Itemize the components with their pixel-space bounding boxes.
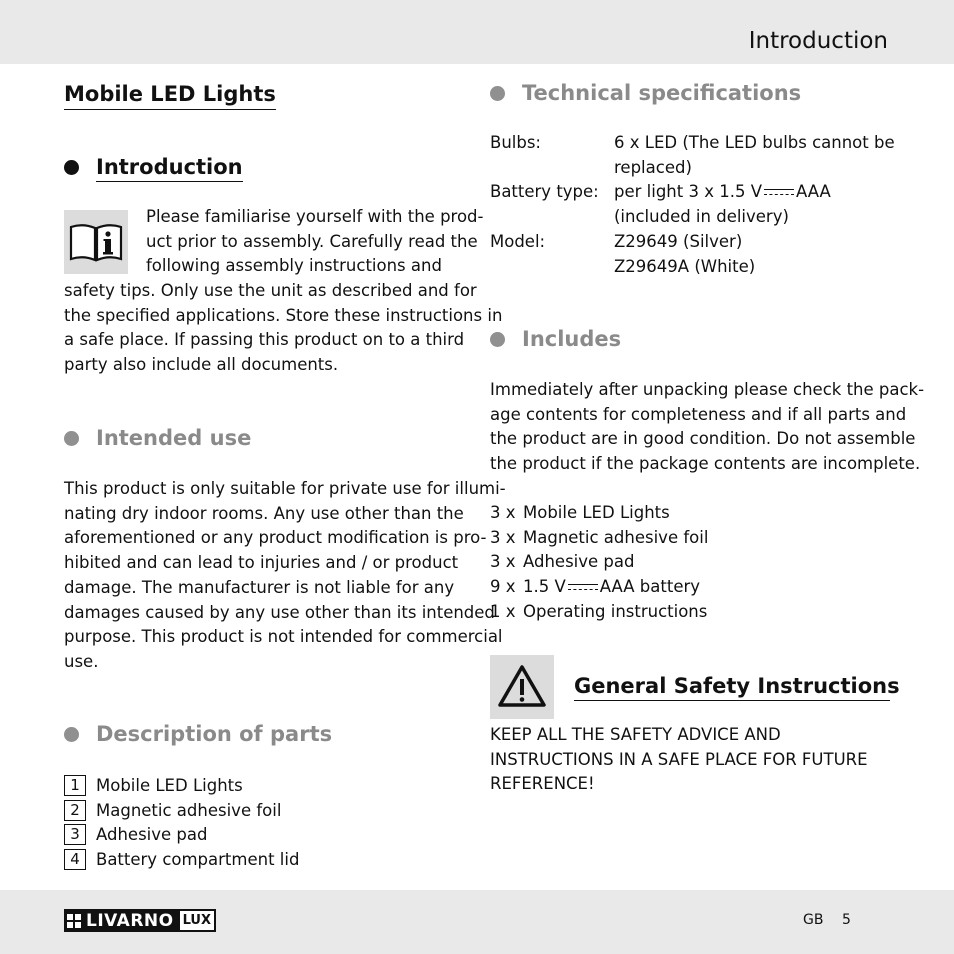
section-introduction [64, 153, 243, 182]
item-label: Magnetic adhesive foil [523, 527, 709, 547]
bullet-icon [490, 86, 505, 101]
text-line: KEEP ALL THE SAFETY ADVICE AND [490, 725, 781, 744]
brand-suffix: LUX [178, 909, 216, 932]
brand-logo [64, 909, 216, 932]
introduction-text [64, 279, 502, 378]
bullet-icon [490, 332, 505, 347]
text-line: INSTRUCTIONS IN A SAFE PLACE FOR FUTURE [490, 749, 868, 769]
logo-mark-icon [67, 914, 81, 928]
page-header [0, 0, 954, 64]
item-label: Adhesive pad [523, 552, 635, 572]
includes-text [490, 378, 924, 477]
spec-row-model [490, 230, 895, 255]
includes-heading: Includes [522, 327, 622, 351]
part-label: Adhesive pad [96, 825, 208, 845]
item-label: Mobile LED Lights [523, 503, 670, 522]
section-technical-specifications [490, 79, 801, 107]
dc-symbol-icon [568, 583, 598, 593]
spec-value: 6 x LED (The LED bulbs cannot be [614, 133, 895, 152]
bullet-icon [64, 160, 79, 175]
spec-row-bulbs [490, 131, 895, 156]
item-qty: 3 x [490, 527, 516, 547]
includes-list [490, 501, 708, 625]
battery-voltage: per light 3 x 1.5 V [614, 182, 762, 202]
text-line: REFERENCE! [490, 774, 595, 794]
text-line: the product are in good condition. Do not assemble [490, 429, 916, 449]
introduction-heading: Introduction [96, 153, 243, 182]
part-item [64, 847, 299, 872]
intended-use-heading: Intended use [96, 426, 252, 450]
spec-row-bulbs-cont [490, 156, 895, 181]
text-line: This product is only suitable for private use for illumi- [64, 479, 506, 498]
text-line: Immediately after unpacking please check the pack- [490, 380, 925, 399]
text-line: damages caused by any use other than its intended [64, 602, 495, 622]
warning-triangle-icon [490, 655, 554, 719]
item-qty: 3 x [490, 503, 516, 522]
intended-use-text [64, 477, 506, 675]
spec-row-model-cont [490, 255, 895, 280]
part-item [64, 773, 299, 798]
text-line: following assembly instructions and [146, 256, 442, 276]
item-qty: 9 x [490, 577, 516, 597]
tech-heading: Technical specifications [522, 81, 802, 105]
text-line: a safe place. If passing this product on to a third [64, 330, 465, 350]
spec-row-battery [490, 180, 895, 205]
parts-heading: Description of parts [96, 722, 333, 746]
text-line: safety tips. Only use the unit as described and for [64, 281, 477, 300]
text-line: aforementioned or any product modification is pro- [64, 528, 487, 548]
spec-key: Bulbs: [490, 133, 541, 152]
spec-value: Z29649 (Silver) [614, 231, 743, 251]
spec-row-battery-cont [490, 205, 895, 230]
spec-value: replaced) [614, 157, 692, 177]
text-line: damage. The manufacturer is not liable for any [64, 577, 455, 597]
dc-symbol-icon [764, 188, 794, 198]
text-line: uct prior to assembly. Carefully read the [146, 231, 478, 251]
text-line: the specified applications. Store these instructions in [64, 305, 503, 325]
list-item [490, 550, 708, 575]
part-label: Battery compartment lid [96, 849, 300, 869]
list-item [490, 575, 708, 600]
part-label: Magnetic adhesive foil [96, 800, 282, 820]
list-item [490, 501, 708, 526]
spec-key: Battery type: [490, 182, 599, 202]
part-number: 3 [64, 824, 86, 845]
part-number: 2 [64, 800, 86, 821]
info-book-icon [64, 210, 128, 274]
part-number: 1 [64, 775, 86, 796]
text-line: the product if the package contents are incomplete. [490, 454, 921, 474]
part-label: Mobile LED Lights [96, 775, 243, 795]
spec-value: (included in delivery) [614, 207, 789, 227]
text-line: hibited and can lead to injuries and / or product [64, 553, 459, 573]
bullet-icon [64, 727, 79, 742]
item-label: Operating instructions [523, 601, 708, 621]
safety-text [490, 723, 868, 797]
section-description-of-parts [64, 720, 332, 748]
list-item [490, 600, 708, 625]
text-line: nating dry indoor rooms. Any use other than the [64, 503, 464, 523]
text-line: age contents for completeness and if all parts and [490, 404, 907, 424]
part-item [64, 798, 299, 823]
bullet-icon [64, 431, 79, 446]
part-item [64, 822, 299, 847]
item-qty: 1 x [490, 601, 516, 621]
spec-value [614, 180, 831, 205]
item-qty: 3 x [490, 552, 516, 572]
tech-spec-table [490, 131, 895, 279]
text-line: Please familiarise yourself with the prod- [146, 207, 484, 226]
battery-type: AAA battery [599, 577, 701, 597]
brand-name: LIVARNO [86, 910, 174, 931]
item-label [523, 575, 700, 600]
header-title: Introduction [748, 28, 888, 54]
parts-list [64, 773, 299, 872]
spec-key: Model: [490, 231, 546, 251]
product-title: Mobile LED Lights [64, 80, 276, 110]
text-line: use. [64, 651, 99, 671]
page-number: 5 [842, 912, 851, 928]
battery-type: AAA [796, 182, 831, 202]
text-line: purpose. This product is not intended for commercial [64, 627, 503, 647]
safety-heading: General Safety Instructions [574, 672, 890, 701]
section-includes [490, 325, 621, 353]
language-code: GB [803, 912, 824, 928]
text-line: party also include all documents. [64, 355, 339, 375]
section-intended-use [64, 424, 251, 452]
introduction-indented-text [146, 205, 484, 279]
part-number: 4 [64, 849, 86, 870]
spec-value: Z29649A (White) [614, 256, 756, 276]
list-item [490, 526, 708, 551]
battery-voltage: 1.5 V [523, 577, 566, 597]
